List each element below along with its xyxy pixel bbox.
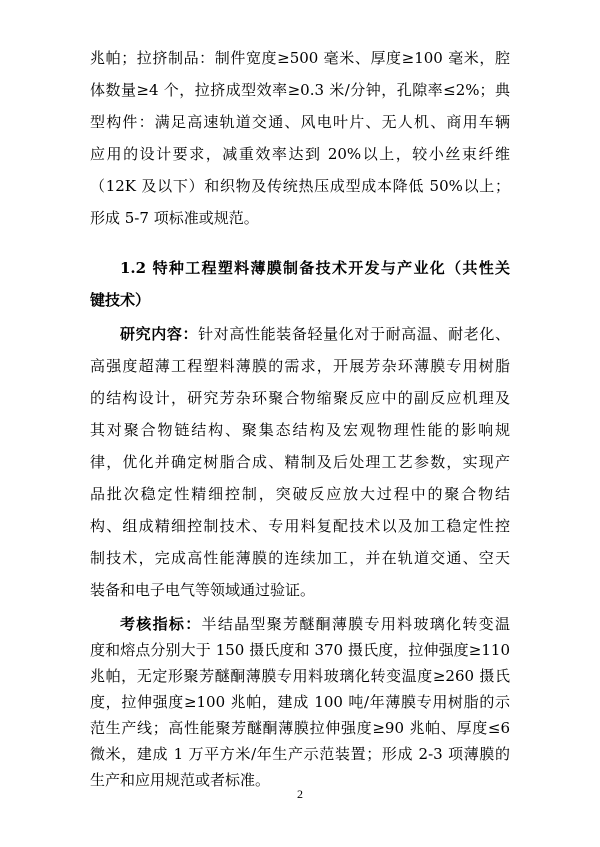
text-line: 装备和电子电气等领域通过验证。	[90, 581, 316, 599]
text-line: 范生产线；高性能聚芳醚酮薄膜拉伸强度≥90 兆帕、厚度≤6	[90, 719, 510, 737]
text-line: （12K 及以下）和织物及传统热压成型成本降低 50%以上；	[90, 177, 510, 195]
text-line: 体数量≥4 个，拉挤成型效率≥0.3 米/分钟，孔隙率≤2%；典	[90, 81, 510, 99]
text-line: 微米，建成 1 万平方米/年生产示范装置；形成 2-3 项薄膜的	[90, 745, 510, 763]
text-line: 形成 5-7 项标准或规范。	[90, 209, 259, 227]
research-first-line-text: 针对高性能装备轻量化对于耐高温、耐老化、	[198, 325, 510, 343]
paragraph-first-line	[120, 324, 510, 344]
text-line: 应用的设计要求，减重效率达到 20%以上，较小丝束纤维	[90, 145, 510, 163]
section-heading: 键技术）	[90, 291, 151, 309]
text-line: 其对聚合物链结构、聚集态结构及宏观物理性能的影响规	[90, 421, 510, 439]
paragraph-first-line	[120, 614, 510, 634]
text-line: 型构件：满足高速轨道交通、风电叶片、无人机、商用车辆	[90, 113, 510, 131]
text-line: 品批次稳定性精细控制，突破反应放大过程中的聚合物结	[90, 485, 510, 503]
research-label: 研究内容：	[120, 325, 199, 343]
text-line: 高强度超薄工程塑料薄膜的需求，开展芳杂环薄膜专用树脂	[90, 357, 510, 375]
text-line: 兆帕；拉挤制品：制件宽度≥500 毫米、厚度≥100 毫米，腔	[90, 49, 510, 67]
text-line: 律，优化并确定树脂合成、精制及后处理工艺参数，实现产	[90, 453, 510, 471]
page-number: 2	[297, 787, 303, 801]
section-heading: 1.2 特种工程塑料薄膜制备技术开发与产业化（共性关	[120, 259, 510, 277]
text-line: 构、组成精细控制技术、专用料复配技术以及加工稳定性控	[90, 517, 510, 535]
text-line: 度，拉伸强度≥100 兆帕，建成 100 吨/年薄膜专用树脂的示	[90, 693, 510, 711]
text-line: 制技术，完成高性能薄膜的连续加工，并在轨道交通、空天	[90, 549, 510, 567]
text-line: 生产和应用规范或者标准。	[90, 771, 271, 789]
assessment-first-line-text: 半结晶型聚芳醚酮薄膜专用料玻璃化转变温	[201, 615, 510, 633]
assessment-label: 考核指标：	[120, 615, 202, 633]
text-line: 度和熔点分别大于 150 摄氏度和 370 摄氏度，拉伸强度≥110	[90, 641, 510, 659]
text-line: 的结构设计，研究芳杂环聚合物缩聚反应中的副反应机理及	[90, 389, 510, 407]
text-line: 兆帕，无定形聚芳醚酮薄膜专用料玻璃化转变温度≥260 摄氏	[90, 667, 510, 685]
